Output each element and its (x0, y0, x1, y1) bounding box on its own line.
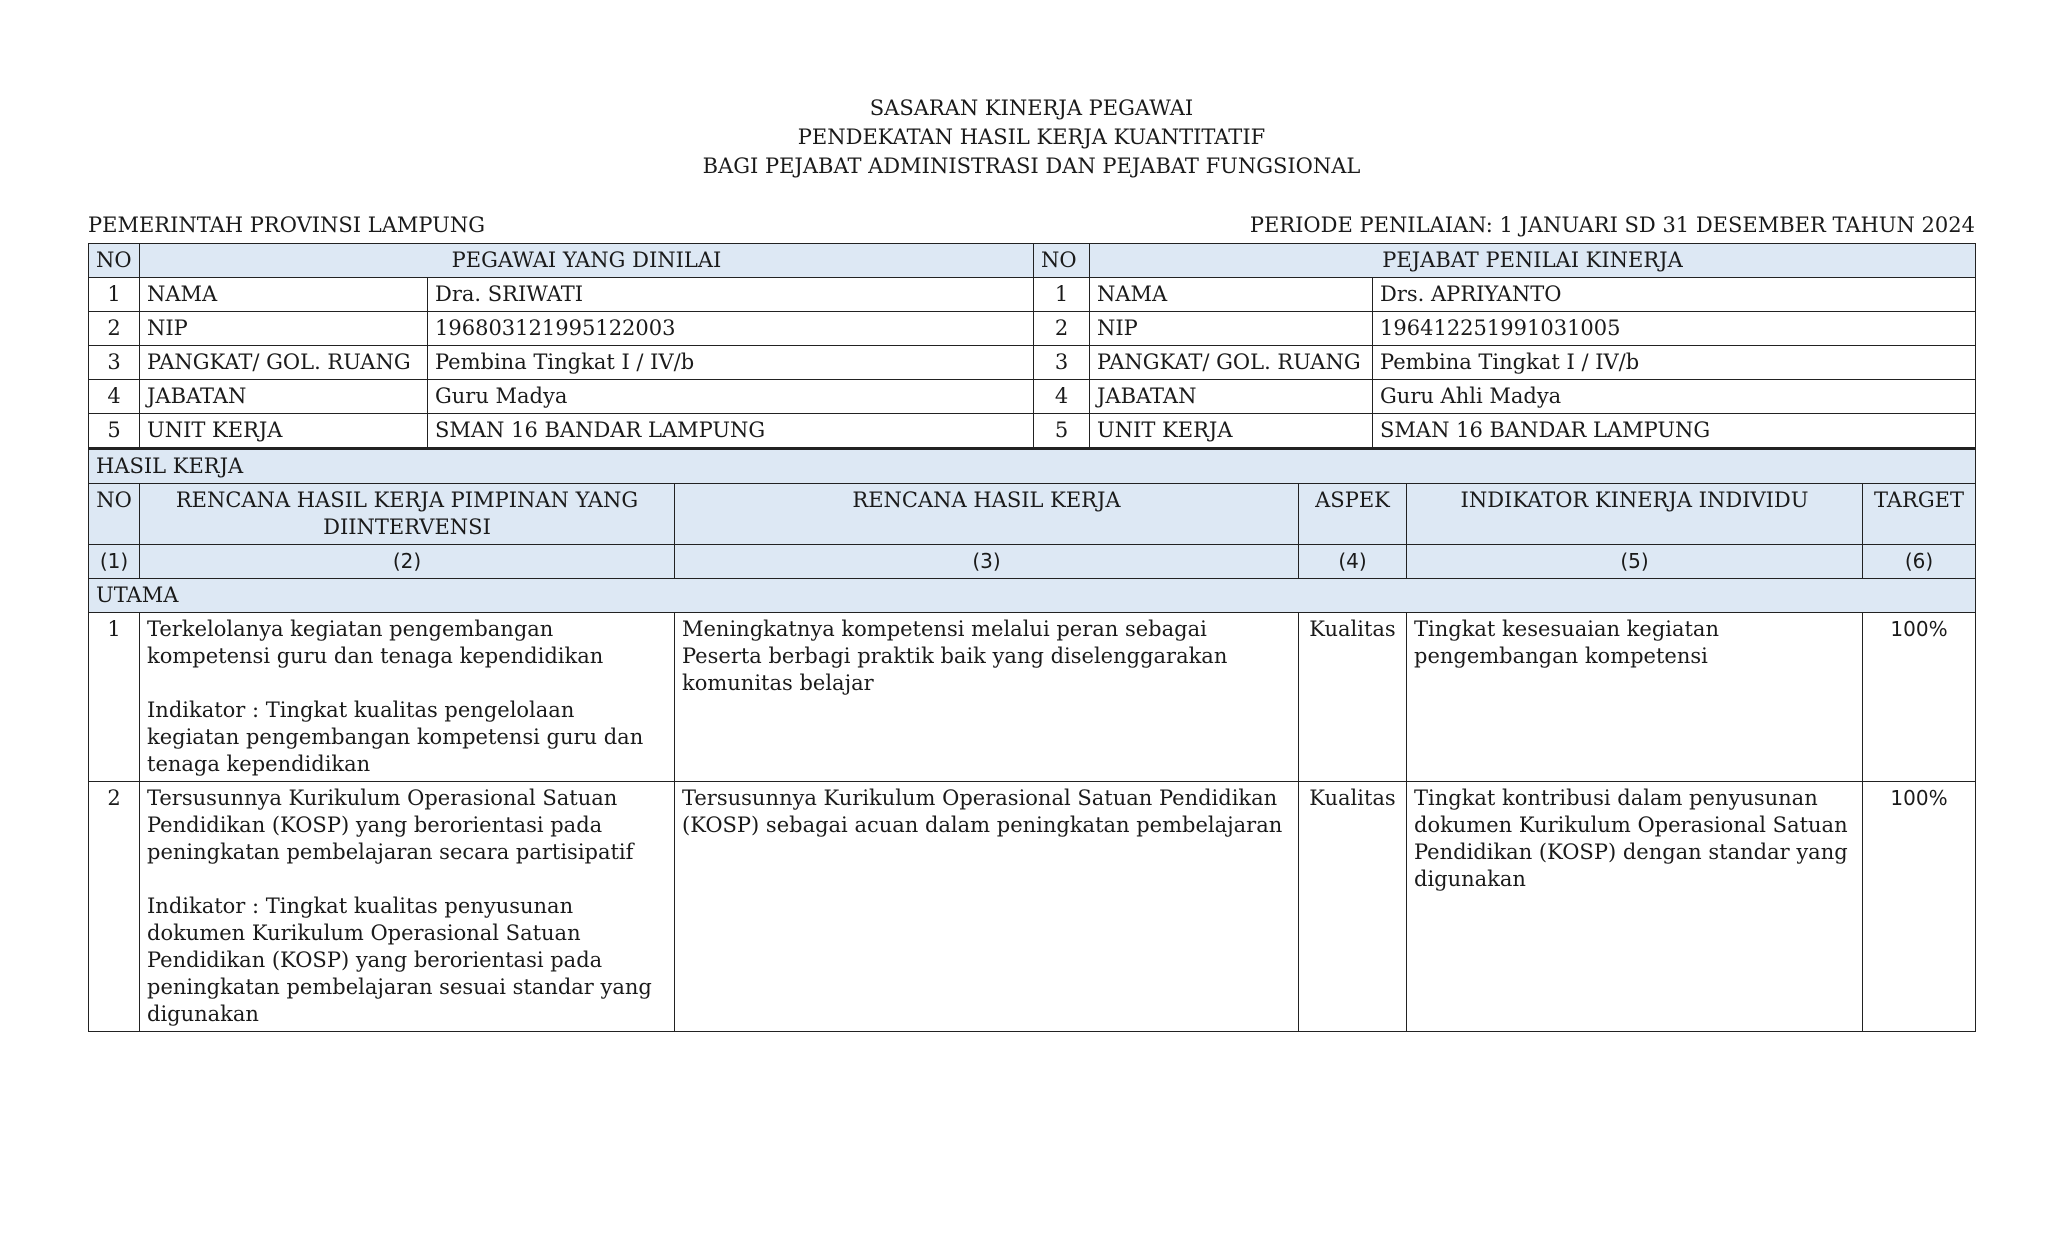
leader-plan-cell (140, 782, 675, 1032)
identity-row-label: PANGKAT/ GOL. RUANG (140, 346, 428, 380)
assessed-employee-header: PEGAWAI YANG DINILAI (140, 244, 1034, 278)
col-header-aspect: ASPEK (1299, 484, 1407, 545)
employee-value: Pembina Tingkat I / IV/b (428, 346, 1034, 380)
assessment-period: PERIODE PENILAIAN: 1 JANUARI SD 31 DESEMBER TAHUN 2024 (1249, 213, 1975, 237)
meta-row (88, 210, 1975, 243)
document-page (88, 94, 1975, 1032)
identity-row-label: NIP (1090, 312, 1373, 346)
assessor-header: PEJABAT PENILAI KINERJA (1090, 244, 1976, 278)
identity-row-label: JABATAN (1090, 380, 1373, 414)
col-number: (5) (1407, 545, 1863, 579)
row-no: 2 (89, 782, 140, 1032)
col-header-leader-plan: RENCANA HASIL KERJA PIMPINAN YANG DIINTERVENSI (140, 484, 675, 545)
identity-row-no: 3 (89, 346, 140, 380)
identity-row-no: 2 (89, 312, 140, 346)
leader-plan-cell (140, 613, 675, 782)
col-number: (1) (89, 545, 140, 579)
identity-row-no: 2 (1034, 312, 1090, 346)
identity-row-label: JABATAN (140, 380, 428, 414)
title-line-1: SASARAN KINERJA PEGAWAI (869, 96, 1194, 120)
row-no: 1 (89, 613, 140, 782)
identity-row-label: UNIT KERJA (140, 414, 428, 448)
col-number: (6) (1863, 545, 1976, 579)
target-cell: 100% (1863, 613, 1976, 782)
identity-row-label: PANGKAT/ GOL. RUANG (1090, 346, 1373, 380)
col-number: (2) (140, 545, 675, 579)
indicator-cell: Tingkat kesesuaian kegiatan pengembangan kompetensi (1407, 613, 1863, 782)
col-header-indicator: INDIKATOR KINERJA INDIVIDU (1407, 484, 1863, 545)
identity-row-no: 1 (1034, 278, 1090, 312)
col-number: (4) (1299, 545, 1407, 579)
identity-row-label: UNIT KERJA (1090, 414, 1373, 448)
identity-row-label: NAMA (140, 278, 428, 312)
identity-row-no: 4 (1034, 380, 1090, 414)
table-row (89, 613, 1976, 782)
identity-table (88, 243, 1976, 448)
government-label: PEMERINTAH PROVINSI LAMPUNG (88, 213, 485, 237)
work-plan-cell: Meningkatnya kompetensi melalui peran sebagai Peserta berbagi praktik baik yang diselenggarakan komunitas belajar (675, 613, 1299, 782)
leader-plan-text: Tersusunnya Kurikulum Operasional Satuan Pendidikan (KOSP) yang berorientasi pada peningkatan pembelajaran secara partisipatif (147, 786, 634, 864)
assessor-value: Pembina Tingkat I / IV/b (1373, 346, 1976, 380)
work-plan-cell: Tersusunnya Kurikulum Operasional Satuan Pendidikan (KOSP) sebagai acuan dalam peningkatan pembelajaran (675, 782, 1299, 1032)
assessor-value: SMAN 16 BANDAR LAMPUNG (1373, 414, 1976, 448)
identity-row-no: 3 (1034, 346, 1090, 380)
identity-no-header-left: NO (89, 244, 140, 278)
identity-row-no: 5 (1034, 414, 1090, 448)
employee-value: Dra. SRIWATI (428, 278, 1034, 312)
title-line-3: BAGI PEJABAT ADMINISTRASI DAN PEJABAT FUNGSIONAL (702, 154, 1361, 178)
indicator-cell: Tingkat kontribusi dalam penyusunan dokumen Kurikulum Operasional Satuan Pendidikan (KOSP) dengan standar yang digunakan (1407, 782, 1863, 1032)
col-number: (3) (675, 545, 1299, 579)
identity-no-header-right: NO (1034, 244, 1090, 278)
col-header-work-plan: RENCANA HASIL KERJA (675, 484, 1299, 545)
identity-row (89, 278, 1976, 312)
work-results-section-label: HASIL KERJA (89, 449, 1976, 484)
target-cell: 100% (1863, 782, 1976, 1032)
col-header-no: NO (89, 484, 140, 545)
leader-plan-indicator: Indikator : Tingkat kualitas pengelolaan kegiatan pengembangan kompetensi guru dan tenaga kependidikan (147, 698, 644, 776)
assessor-value: Drs. APRIYANTO (1373, 278, 1976, 312)
main-subsection-label: UTAMA (89, 579, 1976, 613)
work-results-table (88, 447, 1976, 1032)
identity-row-no: 1 (89, 278, 140, 312)
identity-row (89, 312, 1976, 346)
employee-value: SMAN 16 BANDAR LAMPUNG (428, 414, 1034, 448)
leader-plan-indicator: Indikator : Tingkat kualitas penyusunan dokumen Kurikulum Operasional Satuan Pendidikan (KOSP) yang berorientasi pada peningkatan pembelajaran sesuai standar yang digunakan (147, 894, 652, 1026)
identity-row-no: 5 (89, 414, 140, 448)
col-header-target: TARGET (1863, 484, 1976, 545)
aspect-cell: Kualitas (1299, 613, 1407, 782)
aspect-cell: Kualitas (1299, 782, 1407, 1032)
employee-value: Guru Madya (428, 380, 1034, 414)
identity-row-no: 4 (89, 380, 140, 414)
title-line-2: PENDEKATAN HASIL KERJA KUANTITATIF (797, 125, 1266, 149)
identity-row (89, 380, 1976, 414)
identity-row-label: NIP (140, 312, 428, 346)
identity-row-label: NAMA (1090, 278, 1373, 312)
employee-value: 196803121995122003 (428, 312, 1034, 346)
identity-row (89, 346, 1976, 380)
assessor-value: Guru Ahli Madya (1373, 380, 1976, 414)
table-row (89, 782, 1976, 1032)
assessor-value: 196412251991031005 (1373, 312, 1976, 346)
identity-row (89, 414, 1976, 448)
document-title-block (88, 94, 1975, 181)
leader-plan-text: Terkelolanya kegiatan pengembangan kompetensi guru dan tenaga kependidikan (147, 617, 604, 668)
